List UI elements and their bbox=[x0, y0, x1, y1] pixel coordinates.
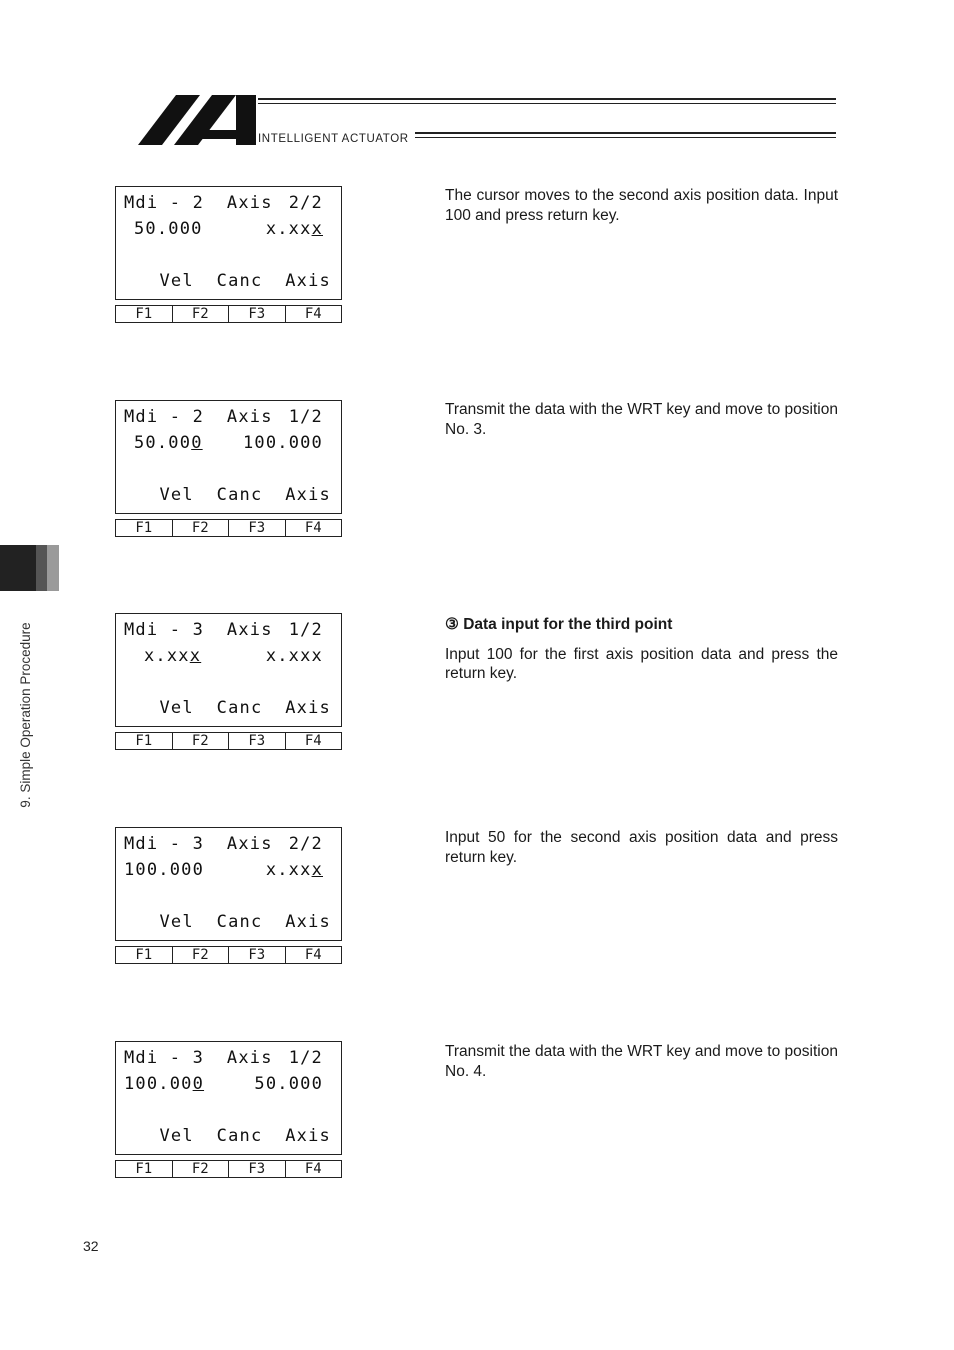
lcd-display bbox=[115, 613, 342, 750]
lcd-page: 1/2 bbox=[288, 1048, 323, 1068]
f4-key[interactable]: F4 bbox=[304, 306, 322, 322]
lcd-value-left: 100.000 bbox=[124, 860, 205, 880]
lcd-value-left: x.xx bbox=[144, 646, 190, 666]
lcd-value-right: x.xx bbox=[265, 219, 312, 239]
header-rule bbox=[258, 98, 836, 100]
lcd-display bbox=[115, 400, 342, 537]
lcd-cursor: x bbox=[311, 219, 323, 239]
step-description bbox=[445, 186, 838, 225]
f4-key[interactable]: F4 bbox=[304, 733, 322, 749]
lcd-page: 1/2 bbox=[288, 407, 323, 427]
lcd-value-right: 100.000 bbox=[242, 433, 323, 453]
function-keys bbox=[115, 732, 342, 750]
f2-key[interactable]: F2 bbox=[173, 733, 230, 749]
f2-key[interactable]: F2 bbox=[173, 947, 230, 963]
step-text: The cursor moves to the second axis position data. Input 100 and press return key. bbox=[445, 187, 838, 224]
lcd-value-right: x.xx bbox=[265, 860, 312, 880]
f1-key[interactable]: F1 bbox=[116, 1161, 173, 1177]
header-rule bbox=[415, 132, 836, 134]
f3-key[interactable]: F3 bbox=[229, 306, 286, 322]
f1-key[interactable]: F1 bbox=[116, 520, 173, 536]
f2-key[interactable]: F2 bbox=[173, 1161, 230, 1177]
section-heading: ③ Data input for the third point bbox=[445, 616, 673, 633]
lcd-title: Mdi - 3 Axis bbox=[124, 1048, 273, 1068]
f4-key[interactable]: F4 bbox=[304, 520, 322, 536]
f4-key[interactable]: F4 bbox=[304, 1161, 322, 1177]
function-keys bbox=[115, 519, 342, 537]
lcd-title: Mdi - 2 Axis bbox=[124, 407, 273, 427]
step-description bbox=[445, 615, 838, 684]
step-text: Transmit the data with the WRT key and move to position No. 4. bbox=[445, 1043, 838, 1080]
step-description bbox=[445, 828, 838, 867]
step-text: Transmit the data with the WRT key and move to position No. 3. bbox=[445, 401, 838, 438]
lcd-menu: Vel Canc Axis bbox=[159, 698, 331, 718]
lcd-title: Mdi - 3 Axis bbox=[124, 620, 273, 640]
lcd-menu: Vel Canc Axis bbox=[159, 485, 331, 505]
lcd-screen bbox=[115, 400, 342, 514]
lcd-cursor: x bbox=[189, 646, 202, 666]
f3-key[interactable]: F3 bbox=[229, 1161, 286, 1177]
step-description bbox=[445, 1042, 838, 1081]
lcd-title: Mdi - 2 Axis bbox=[124, 193, 273, 213]
lcd-display bbox=[115, 186, 342, 323]
header-rule bbox=[415, 137, 836, 138]
step-text: Input 50 for the second axis position data and press return key. bbox=[445, 829, 838, 866]
f2-key[interactable]: F2 bbox=[173, 306, 230, 322]
ia-logo bbox=[138, 95, 256, 147]
f4-key[interactable]: F4 bbox=[304, 947, 322, 963]
lcd-cursor: 0 bbox=[192, 1074, 205, 1094]
lcd-page: 2/2 bbox=[288, 193, 323, 213]
f1-key[interactable]: F1 bbox=[116, 947, 173, 963]
lcd-menu: Vel Canc Axis bbox=[159, 1126, 331, 1146]
lcd-display bbox=[115, 1041, 342, 1178]
lcd-screen bbox=[115, 186, 342, 300]
lcd-screen bbox=[115, 613, 342, 727]
lcd-value-right: x.xxx bbox=[265, 646, 323, 666]
lcd-page: 2/2 bbox=[288, 834, 323, 854]
page-number: 32 bbox=[83, 1238, 99, 1254]
step-description bbox=[445, 400, 838, 439]
f3-key[interactable]: F3 bbox=[229, 733, 286, 749]
lcd-value-left: 50.00 bbox=[134, 433, 192, 453]
lcd-cursor: 0 bbox=[191, 433, 203, 453]
lcd-menu: Vel Canc Axis bbox=[159, 912, 331, 932]
section-label: 9. Simple Operation Procedure bbox=[18, 622, 33, 808]
lcd-menu: Vel Canc Axis bbox=[159, 271, 331, 291]
header-rule bbox=[258, 103, 836, 104]
f3-key[interactable]: F3 bbox=[229, 947, 286, 963]
lcd-cursor: x bbox=[311, 860, 323, 880]
lcd-screen bbox=[115, 827, 342, 941]
lcd-display bbox=[115, 827, 342, 964]
function-keys bbox=[115, 305, 342, 323]
section-tab-stripe bbox=[47, 545, 59, 591]
lcd-value-right: 50.000 bbox=[254, 1074, 323, 1094]
function-keys bbox=[115, 1160, 342, 1178]
f1-key[interactable]: F1 bbox=[116, 733, 173, 749]
logo-text: INTELLIGENT ACTUATOR bbox=[258, 133, 409, 145]
lcd-page: 1/2 bbox=[288, 620, 323, 640]
lcd-value-left: 50.000 bbox=[134, 219, 203, 239]
step-text: Input 100 for the first axis position data and press the return key. bbox=[445, 645, 838, 682]
f1-key[interactable]: F1 bbox=[116, 306, 173, 322]
lcd-title: Mdi - 3 Axis bbox=[124, 834, 273, 854]
f3-key[interactable]: F3 bbox=[229, 520, 286, 536]
f2-key[interactable]: F2 bbox=[173, 520, 230, 536]
lcd-screen bbox=[115, 1041, 342, 1155]
function-keys bbox=[115, 946, 342, 964]
lcd-value-left: 100.00 bbox=[124, 1074, 193, 1094]
